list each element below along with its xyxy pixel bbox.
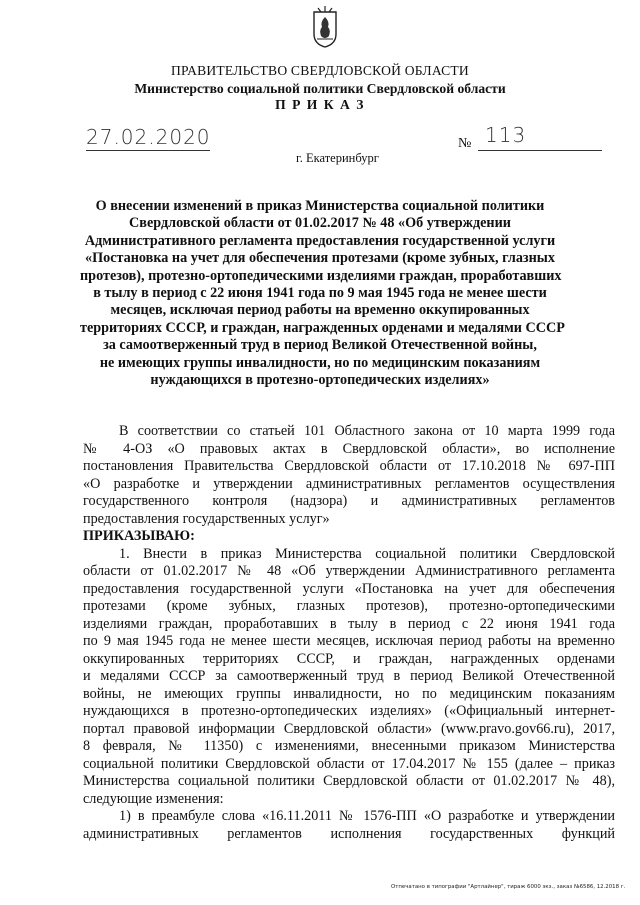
body-line: 1. Внести в приказ Министерства социальной политики Свердловской	[119, 545, 615, 562]
order-keyword: ПРИКАЗЫВАЮ:	[83, 528, 195, 544]
title-line: Административного регламента предоставления государственной услуги	[84, 232, 556, 249]
title-line: нуждающихся в протезно-ортопедических изделиях»	[150, 372, 490, 389]
body-line: и медалями СССР за самоотверженный труд в период Великой Отечественной	[83, 668, 615, 684]
body-line: портал правовой информации Свердловской области» (www.pravo.gov66.ru), 2017,	[83, 720, 615, 737]
document-body	[83, 423, 615, 843]
number-label: №	[458, 136, 472, 151]
body-line: 1) в преамбуле слова «16.11.2011 № 1576-ПП «О разработке и утверждении	[119, 808, 615, 824]
body-line: В соответствии со статьей 101 Областного закона от 10 марта 1999 года	[119, 423, 615, 439]
document-title	[80, 198, 565, 389]
title-line: протезов), протезно-ортопедическими изделиями граждан, проработавших	[80, 267, 562, 284]
title-line: О внесении изменений в приказ Министерства социальной политики	[95, 198, 545, 214]
body-line: социальной политики Свердловской области от 17.04.2017 № 155 (далее – приказ	[83, 755, 615, 772]
body-line: протезами (кроме зубных, глазных протезов), протезно-ортопедическими	[83, 598, 615, 614]
body-line: «О разработке и утверждении административных регламентов осуществления	[83, 475, 615, 492]
body-line: следующие изменения:	[83, 790, 224, 807]
handwritten-date: 27.02.2020	[86, 125, 211, 149]
date-underline	[86, 150, 210, 151]
title-line: «Постановка на учет для обеспечения протезами (кроме зубных, глазных	[85, 250, 555, 267]
title-line: Свердловской области от 01.02.2017 № 48 «Об утверждении	[129, 215, 511, 232]
body-line: Министерства социальной политики Свердловской области от 01.02.2017 № 48),	[83, 773, 615, 789]
body-line: изделиями граждан, проработавших в тылу в период с 22 июня 1941 года	[83, 615, 615, 632]
print-footer: Отпечатано в типографии "Артлайнер", тираж 6000 экз., заказ №6586, 12.2018 г.	[391, 884, 626, 890]
body-line: области от 01.02.2017 № 48 «Об утверждении Административного регламента	[83, 563, 615, 579]
ministry-name: Министерство социальной политики Свердловской области	[134, 81, 506, 96]
government-name: ПРАВИТЕЛЬСТВО СВЕРДЛОВСКОЙ ОБЛАСТИ	[171, 63, 469, 78]
title-line: не имеющих группы инвалидности, но по медицинским показаниям	[99, 354, 541, 371]
coat-of-arms-icon	[310, 6, 340, 48]
body-line: государственного контроля (надзора) и административных регламентов	[83, 493, 615, 509]
title-line: за самоотверженный труд в период Великой Отечественной войны,	[103, 337, 537, 354]
handwritten-number: 113	[485, 123, 527, 147]
body-line: войны, не имеющих группы инвалидности, но по медицинским показаниям	[83, 685, 615, 702]
body-line: предоставления государственных услуг»	[83, 510, 330, 527]
body-line: предоставления государственной услуги «Постановка на учет для обеспечения	[83, 580, 615, 597]
body-line: оккупированных территориях СССР, и граждан, награжденных орденами	[83, 650, 615, 667]
body-line: № 4-ОЗ «О правовых актах в Свердловской области», во исполнение	[83, 440, 615, 457]
title-line: в тылу в период с 22 июня 1941 года по 9 мая 1945 года не менее шести	[93, 285, 547, 302]
body-line: нуждающихся в протезно-ортопедических изделиях» («Официальный интернет-	[83, 703, 615, 719]
city-name: г. Екатеринбург	[296, 151, 379, 165]
body-line: постановления Правительства Свердловской области от 17.10.2018 № 697-ПП	[83, 458, 615, 474]
document-type: П Р И К А З	[275, 97, 365, 112]
body-line: административных регламентов исполнения государственных функций	[83, 825, 615, 842]
number-underline	[478, 150, 602, 151]
title-line: территориях СССР, и граждан, награжденных орденами и медалями СССР	[80, 319, 565, 336]
body-line: 8 февраля, № 11350) с изменениями, внесенными приказом Министерства	[83, 738, 615, 754]
body-line: по 9 мая 1945 года не менее шести месяцев, исключая период работы на временно	[83, 633, 615, 649]
title-line: месяцев, исключая период работы на временно оккупированных	[110, 302, 530, 319]
